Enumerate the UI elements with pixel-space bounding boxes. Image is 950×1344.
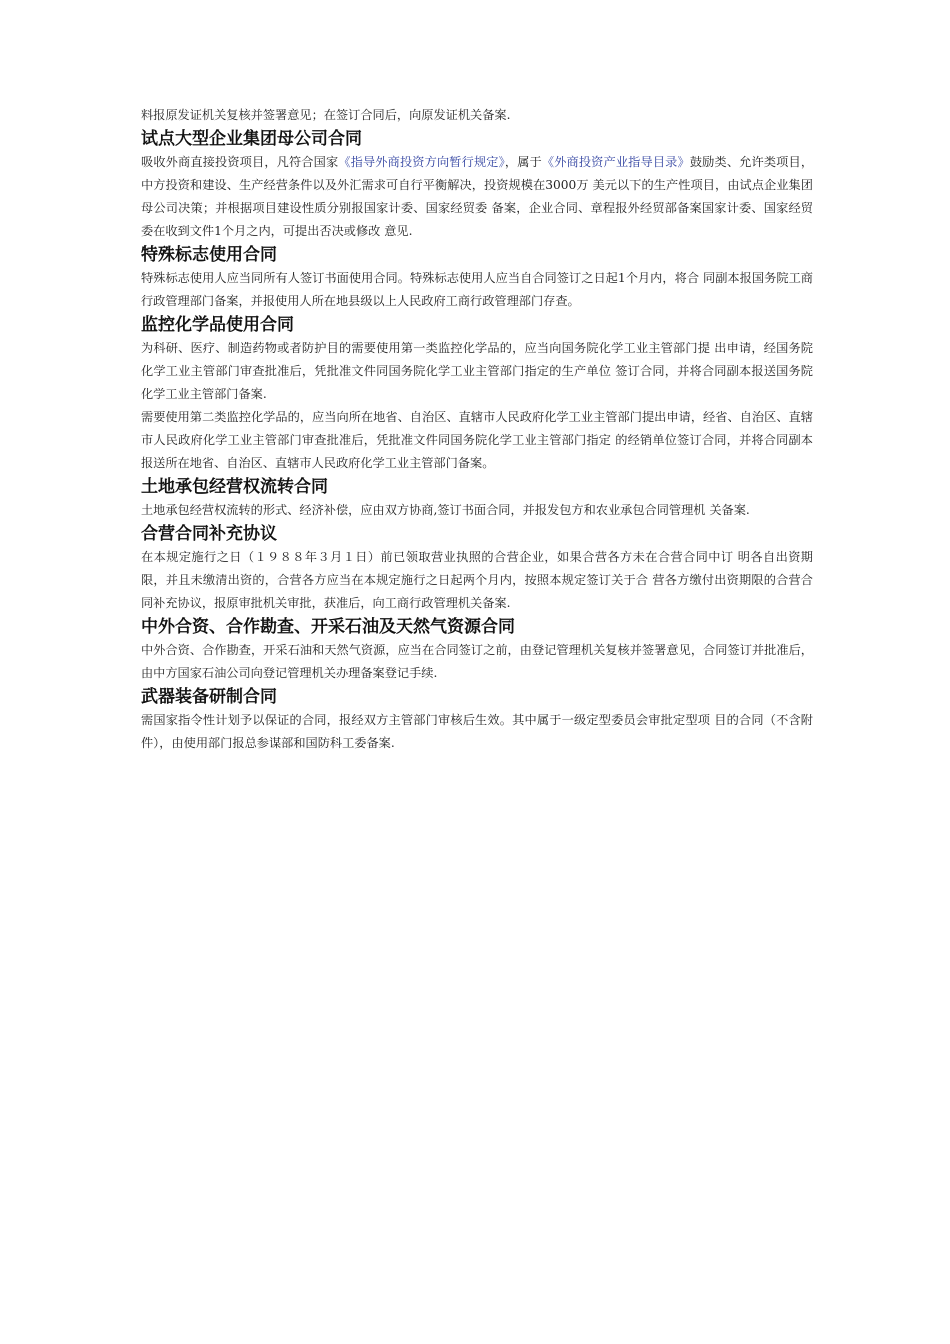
paragraph-text: 鼓励类、允许类项目，中方投资和建设、生产经营条件以及外汇需求可自行平衡解决，投资规模在3000万 美元以下的生产性项目，由试点企业集团母公司决策；并根据项目建设性质分别报国家计委、国家经贸委 备案，企业合同、章程报外经贸部备案国家计委、国家经贸委在收到文件1个月之内，可提出否决或修改 意见. [141,155,814,238]
paragraph-controlled-chemicals-category-1: 为科研、医疗、制造药物或者防护目的需要使用第一类监控化学品的，应当向国务院化学工业主管部门提 出申请，经国务院化学工业主管部门审查批准后，凭批准文件同国务院化学工业主管部门指定的生产单位 签订合同，并将合同副本报送国务院化学工业主管部门备案. [141,341,813,401]
heading-group-parent-contract: 试点大型企业集团母公司合同 [141,129,362,149]
paragraph-oil-gas-contract: 中外合资、合作勘查，开采石油和天然气资源，应当在合同签订之前，由登记管理机关复核并签署意见，合同签订并批准后，由中方国家石油公司向登记管理机关办理备案登记手续. [141,643,813,680]
link-foreign-investment-guidance-regulation[interactable]: 《指导外商投资方向暂行规定》 [338,155,505,169]
heading-special-mark-contract: 特殊标志使用合同 [141,245,277,265]
paragraph-group-parent-contract [141,151,813,243]
heading-land-contract-transfer: 土地承包经营权流转合同 [141,477,328,497]
heading-controlled-chemicals-contract: 监控化学品使用合同 [141,315,294,335]
link-foreign-investment-industry-catalogue[interactable]: 《外商投资产业指导目录》 [541,155,690,169]
paragraph-special-mark-contract: 特殊标志使用人应当同所有人签订书面使用合同。特殊标志使用人应当自合同签订之日起1个月内，将合 同副本报国务院工商行政管理部门备案，并报使用人所在地县级以上人民政府工商行政管理部门存查。 [141,271,813,308]
heading-joint-venture-supplement: 合营合同补充协议 [141,524,277,544]
paragraph-joint-venture-supplement: 在本规定施行之日（１９８８年３月１日）前已领取营业执照的合营企业，如果合营各方未在合营合同中订 明各自出资期限，并且未缴清出资的，合营各方应当在本规定施行之日起两个月内，按照本规定签订关于合 营各方缴付出资期限的合营合同补充协议，报原审批机关审批，获准后，向工商行政管理机关备案. [141,550,813,610]
document-page [141,104,813,755]
heading-oil-gas-contract: 中外合资、合作勘查、开采石油及天然气资源合同 [141,617,515,637]
intro-paragraph: 料报原发证机关复核并签署意见；在签订合同后，向原发证机关备案. [141,108,511,122]
paragraph-land-contract-transfer: 土地承包经营权流转的形式、经济补偿，应由双方协商,签订书面合同，并报发包方和农业承包合同管理机 关备案. [141,503,750,517]
paragraph-weapons-development-contract: 需国家指令性计划予以保证的合同，报经双方主管部门审核后生效。其中属于一级定型委员会审批定型项 目的合同（不含附件），由使用部门报总参谋部和国防科工委备案. [141,713,813,750]
paragraph-text: ，属于 [504,155,542,169]
paragraph-controlled-chemicals-category-2: 需要使用第二类监控化学品的，应当向所在地省、自治区、直辖市人民政府化学工业主管部门提出申请，经省、自治区、直辖市人民政府化学工业主管部门审查批准后，凭批准文件同国务院化学工业主管部门指定 的经销单位签订合同，并将合同副本报送所在地省、自治区、直辖市人民政府化学工业主管部门备案。 [141,410,813,470]
heading-weapons-development-contract: 武器装备研制合同 [141,687,277,707]
paragraph-text: 吸收外商直接投资项目，凡符合国家 [141,155,339,169]
